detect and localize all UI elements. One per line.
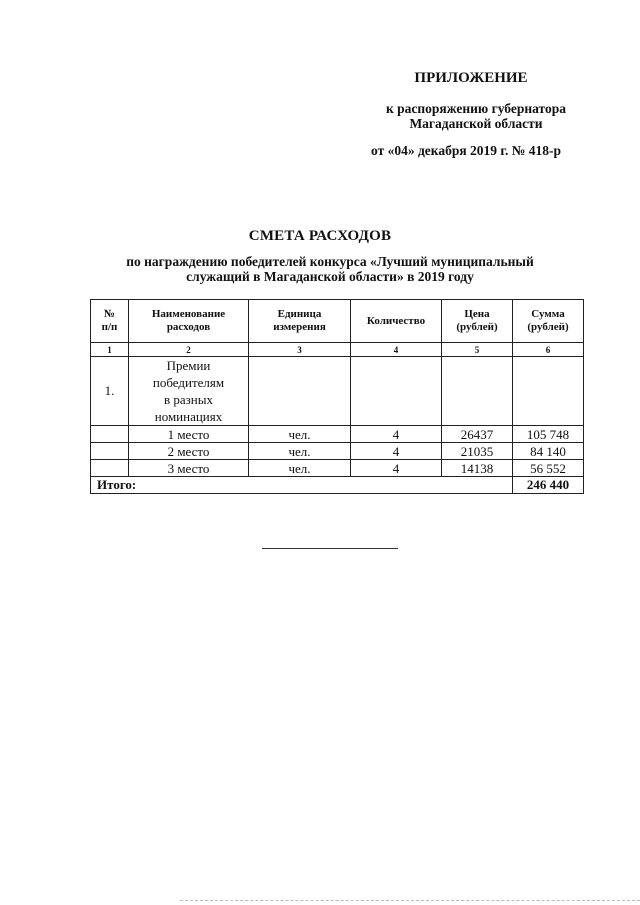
- sum-value: 84 140: [513, 443, 584, 460]
- price-value: 14138: [442, 460, 513, 477]
- total-value: 246 440: [513, 477, 584, 494]
- table-row: [91, 460, 584, 477]
- page-edge-line: [180, 900, 640, 901]
- estimate-table: [90, 299, 584, 494]
- table-row: [91, 426, 584, 443]
- empty-cell: [513, 357, 584, 426]
- empty-cell: [91, 426, 129, 443]
- column-number-row: [91, 343, 584, 357]
- price-value: 26437: [442, 426, 513, 443]
- quantity-value: 4: [351, 426, 442, 443]
- closing-rule: [262, 548, 398, 549]
- total-row: [91, 477, 584, 494]
- unit-value: чел.: [249, 443, 351, 460]
- empty-cell: [91, 460, 129, 477]
- subtitle-line-2: служащий в Магаданской области» в 2019 году: [186, 269, 474, 284]
- document-title: СМЕТА РАСХОДОВ: [248, 228, 392, 244]
- quantity-value: 4: [351, 460, 442, 477]
- column-number: 4: [351, 343, 442, 357]
- header-number: № п/п: [91, 300, 129, 343]
- appendix-line-1: к распоряжению губернатора: [385, 101, 566, 116]
- empty-cell: [442, 357, 513, 426]
- unit-value: чел.: [249, 460, 351, 477]
- row-name: Премии победителям в разных номинациях: [129, 357, 249, 426]
- total-label: Итого:: [91, 477, 513, 494]
- header-name: Наименование расходов: [129, 300, 249, 343]
- appendix-block: [316, 70, 576, 159]
- column-number: 5: [442, 343, 513, 357]
- table-row: [91, 443, 584, 460]
- row-number: 1.: [91, 357, 129, 426]
- appendix-date-line: от «04» декабря 2019 г. № 418-р: [371, 143, 561, 158]
- column-number: 6: [513, 343, 584, 357]
- column-number: 1: [91, 343, 129, 357]
- price-value: 21035: [442, 443, 513, 460]
- appendix-heading: ПРИЛОЖЕНИЕ: [414, 70, 528, 86]
- table-row-main: [91, 357, 584, 426]
- header-sum: Сумма (рублей): [513, 300, 584, 343]
- table-header-row: [91, 300, 584, 343]
- empty-cell: [91, 443, 129, 460]
- empty-cell: [249, 357, 351, 426]
- sum-value: 105 748: [513, 426, 584, 443]
- empty-cell: [351, 357, 442, 426]
- unit-value: чел.: [249, 426, 351, 443]
- subtitle-line-1: по награждению победителей конкурса «Лучший муниципальный: [126, 254, 534, 269]
- place-name: 2 место: [129, 443, 249, 460]
- place-name: 1 место: [129, 426, 249, 443]
- appendix-line-2: Магаданской области: [409, 116, 543, 131]
- sum-value: 56 552: [513, 460, 584, 477]
- header-price: Цена (рублей): [442, 300, 513, 343]
- place-name: 3 место: [129, 460, 249, 477]
- header-unit: Единица измерения: [249, 300, 351, 343]
- column-number: 3: [249, 343, 351, 357]
- quantity-value: 4: [351, 443, 442, 460]
- document-subtitle: [90, 254, 570, 284]
- header-quantity: Количество: [351, 300, 442, 343]
- appendix-reference: [376, 101, 576, 131]
- column-number: 2: [129, 343, 249, 357]
